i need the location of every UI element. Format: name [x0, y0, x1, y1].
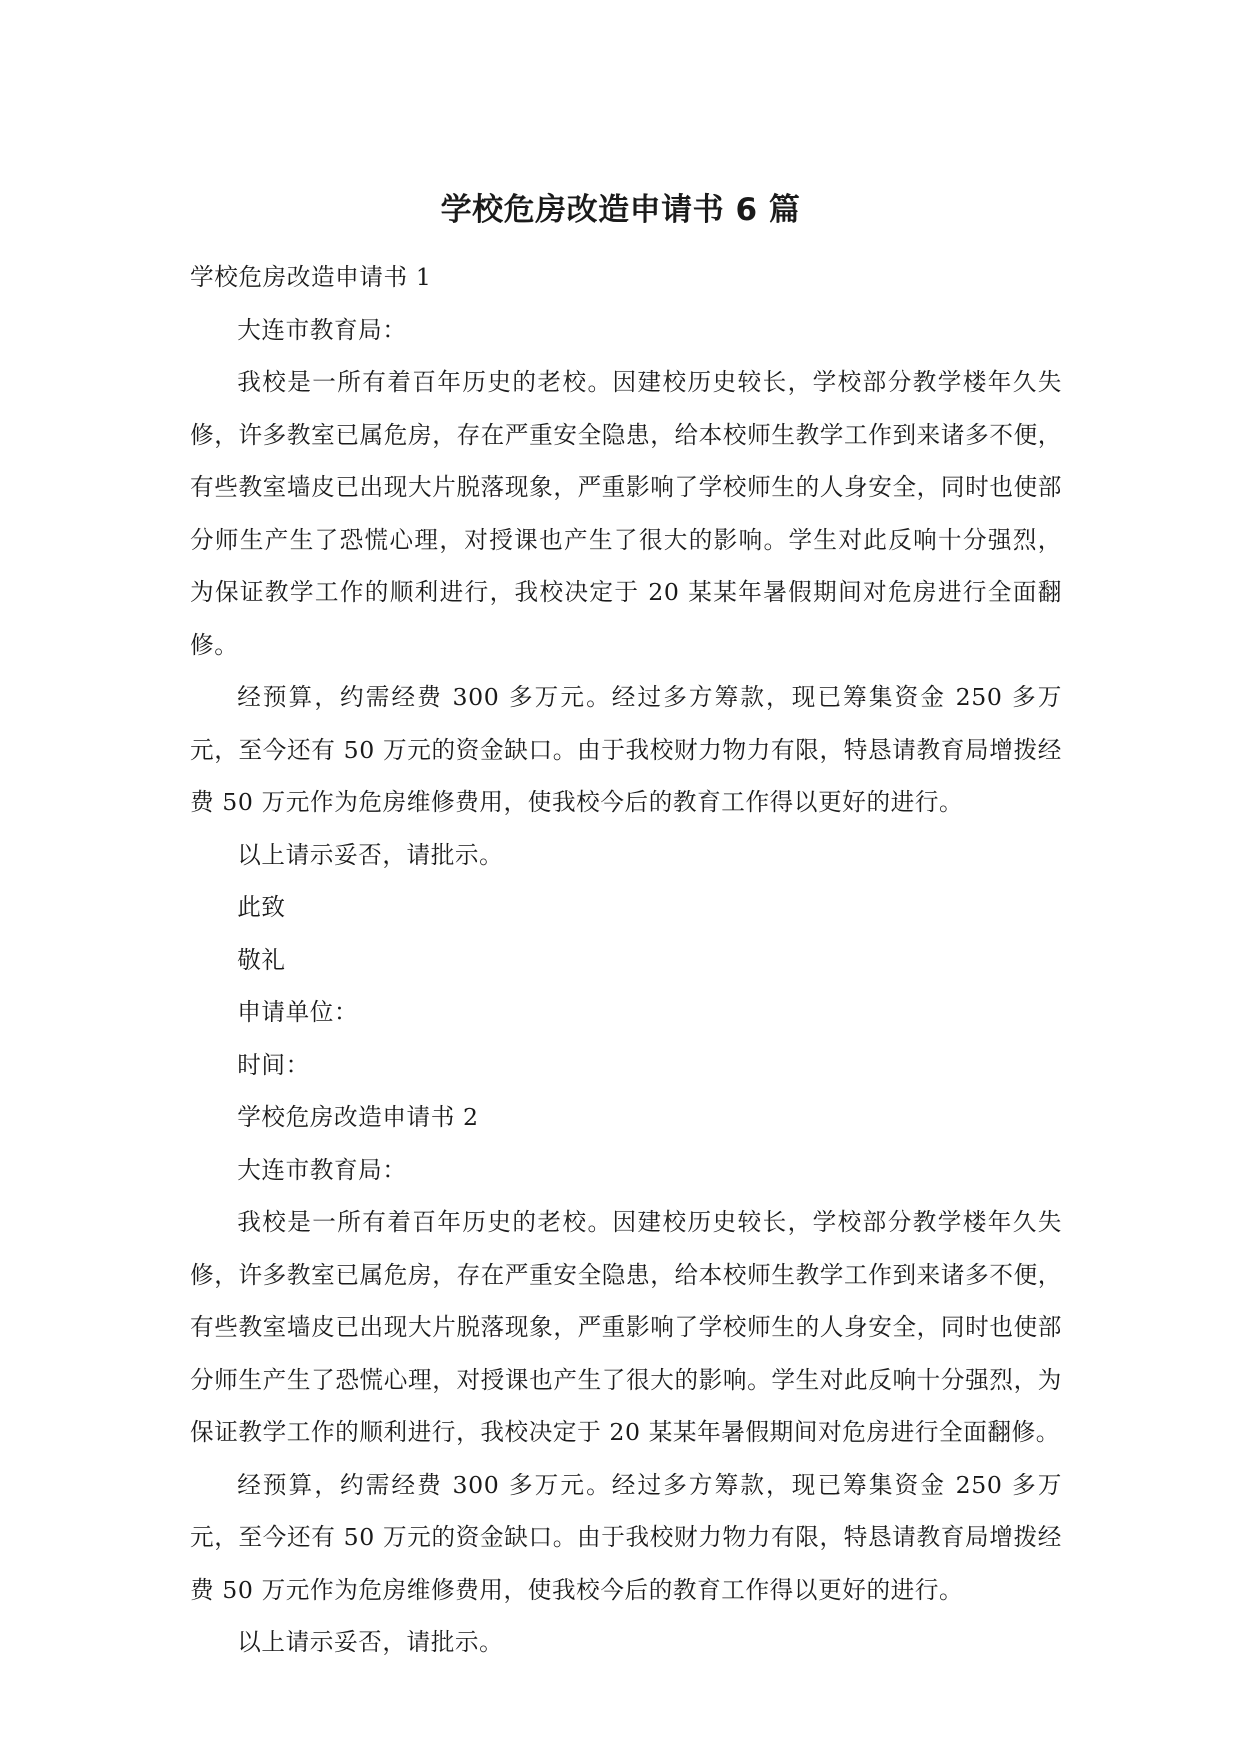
document-title: 学校危房改造申请书 6 篇: [440, 192, 801, 228]
section-heading-2: 学校危房改造申请书 2: [237, 1103, 479, 1131]
budget-paragraph-2: 经预算，约需经费 300 多万元。经过多方筹款，现已筹集资金 250 多万元，至今还有 50 万元的资金缺口。由于我校财力物力有限，特恳请教育局增拨经费 50 万元作为危房维修费用，使我校今后的教育工作得以更好的进行。: [190, 1470, 1062, 1604]
body-paragraph-2: 我校是一所有着百年历史的老校。因建校历史较长，学校部分教学楼年久失修，许多教室已属危房，存在严重安全隐患，给本校师生教学工作到来诸多不便，有些教室墙皮已出现大片脱落现象，严重影响了学校师生的人身安全，同时也使部分师生产生了恐慌心理，对授课也产生了很大的影响。学生对此反响十分强烈，为保证教学工作的顺利进行，我校决定于 20 某某年暑假期间对危房进行全面翻修。: [190, 1208, 1062, 1446]
closing-jingli: 敬礼: [237, 945, 286, 974]
body-paragraph-1: 我校是一所有着百年历史的老校。因建校历史较长，学校部分教学楼年久失修，许多教室已属危房，存在严重安全隐患，给本校师生教学工作到来诸多不便，有些教室墙皮已出现大片脱落现象，严重影响了学校师生的人身安全，同时也使部分师生产生了恐慌心理，对授课也产生了很大的影响。学生对此反响十分强烈， 为保证教学工作的顺利进行，我校决定于 20 某某年暑假期间对危房进行全面翻修。: [190, 368, 1062, 659]
budget-paragraph-1: 经预算，约需经费 300 多万元。经过多方筹款，现已筹集资金 250 多万元，至今还有 50 万元的资金缺口。由于我校财力物力有限，特恳请教育局增拨经费 50 万元作为危房维修费用，使我校今后的教育工作得以更好的进行。: [190, 683, 1062, 816]
date-label: 时间：: [237, 1050, 310, 1079]
closing-cizhi: 此致: [237, 893, 286, 921]
request-line-1: 以上请示妥否，请批示。: [237, 840, 504, 869]
salutation-2: 大连市教育局：: [237, 1155, 407, 1184]
document-body: [190, 251, 1062, 1669]
request-line-2: 以上请示妥否，请批示。: [237, 1628, 504, 1656]
section-heading-1: 学校危房改造申请书 1: [190, 263, 432, 291]
applicant-unit-label: 申请单位：: [237, 998, 359, 1026]
salutation-1: 大连市教育局：: [237, 315, 407, 344]
